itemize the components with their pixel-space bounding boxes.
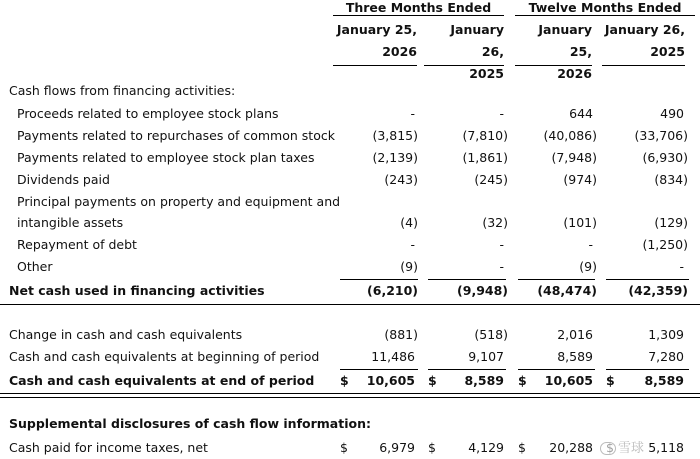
section-label: Cash flows from financing activities: xyxy=(9,83,236,98)
cell-value: (9,948) xyxy=(457,283,508,298)
col-header-year: 2025 xyxy=(469,66,504,81)
dollar-sign: $ xyxy=(428,440,436,455)
cell-value: - xyxy=(588,237,593,252)
section-header-supplemental xyxy=(0,413,700,435)
twelve-months-header: Twelve Months Ended xyxy=(515,0,695,16)
dollar-sign: $ xyxy=(606,373,615,388)
cell-value: (101) xyxy=(563,215,597,230)
cell-value: 10,605 xyxy=(366,373,415,388)
row-label: intangible assets xyxy=(17,215,124,230)
section-rule xyxy=(0,304,700,305)
table-row xyxy=(0,346,700,368)
cell-value: (2,139) xyxy=(372,150,418,165)
cell-value: (40,086) xyxy=(543,128,597,143)
table-row xyxy=(0,437,700,459)
table-row xyxy=(0,234,700,256)
section-header-financing xyxy=(0,80,700,102)
watermark xyxy=(600,437,644,456)
cell-value: (4) xyxy=(400,215,418,230)
cell-value: 20,288 xyxy=(549,440,593,455)
cell-value: (7,948) xyxy=(551,150,597,165)
col-header-year: 2025 xyxy=(650,44,685,59)
row-label: Payments related to employee stock plan taxes xyxy=(17,150,315,165)
cell-value: (33,706) xyxy=(634,128,688,143)
row-label: Change in cash and cash equivalents xyxy=(9,327,243,342)
col-header-y-2026 xyxy=(515,19,592,81)
cell-value: (974) xyxy=(563,172,597,187)
dollar-sign: $ xyxy=(518,440,526,455)
total-double-rule xyxy=(0,393,700,398)
dollar-sign: $ xyxy=(428,373,437,388)
cell-value: 2,016 xyxy=(557,327,593,342)
row-label: Principal payments on property and equipment and xyxy=(17,194,341,209)
cell-value: (9) xyxy=(400,259,418,274)
snowball-logo-icon xyxy=(600,442,616,455)
cell-value: (243) xyxy=(384,172,418,187)
cell-value: - xyxy=(679,259,684,274)
cell-value: 6,979 xyxy=(379,440,415,455)
col-header-year: 2026 xyxy=(382,44,417,59)
three-months-header: Three Months Ended xyxy=(333,0,504,16)
col-header-date: January 25, xyxy=(538,22,592,59)
cell-value: (881) xyxy=(384,327,418,342)
table-row xyxy=(0,147,700,169)
cell-value: 4,129 xyxy=(468,440,504,455)
cell-value: 9,107 xyxy=(468,349,504,364)
cell-value: (9) xyxy=(579,259,597,274)
cell-value: 8,589 xyxy=(557,349,593,364)
cell-value: - xyxy=(410,106,415,121)
cell-value: (245) xyxy=(474,172,508,187)
table-row xyxy=(0,191,700,213)
row-label: Payments related to repurchases of common stock xyxy=(17,128,335,143)
cell-value: 1,309 xyxy=(648,327,684,342)
table-row xyxy=(0,103,700,125)
cell-value: (518) xyxy=(474,327,508,342)
col-header-q-2026 xyxy=(333,19,417,66)
cell-value: (1,861) xyxy=(462,150,508,165)
col-header-date: January 26, xyxy=(604,22,685,37)
cell-value: (3,815) xyxy=(372,128,418,143)
cell-value: 7,280 xyxy=(648,349,684,364)
row-label: Proceeds related to employee stock plans xyxy=(17,106,279,121)
row-label: Net cash used in financing activities xyxy=(9,283,265,298)
row-label: Other xyxy=(17,259,53,274)
cell-value: 490 xyxy=(660,106,684,121)
table-row xyxy=(0,256,700,278)
dollar-sign: $ xyxy=(340,440,348,455)
cell-value: 8,589 xyxy=(464,373,504,388)
cell-value: (129) xyxy=(654,215,688,230)
row-label: Dividends paid xyxy=(17,172,110,187)
cell-value: (42,359) xyxy=(628,283,688,298)
table-row xyxy=(0,324,700,346)
table-row-total xyxy=(0,280,700,302)
row-label: Cash and cash equivalents at end of period xyxy=(9,373,315,388)
cell-value: (6,930) xyxy=(642,150,688,165)
row-label: Cash and cash equivalents at beginning of period xyxy=(9,349,320,364)
table-row xyxy=(0,212,700,234)
table-row xyxy=(0,169,700,191)
cell-value: (32) xyxy=(482,215,508,230)
col-header-date: January 25, xyxy=(336,22,417,37)
col-header-q-2025 xyxy=(424,19,504,81)
cell-value: (7,810) xyxy=(462,128,508,143)
col-header-y-2025 xyxy=(602,19,685,66)
table-row xyxy=(0,125,700,147)
cell-value: - xyxy=(499,106,504,121)
cell-value: - xyxy=(499,237,504,252)
row-label: Repayment of debt xyxy=(17,237,137,252)
col-header-date: January 26, xyxy=(450,22,504,59)
watermark-text: 雪球 xyxy=(618,441,645,456)
cell-value: (1,250) xyxy=(642,237,688,252)
section-label: Supplemental disclosures of cash flow information: xyxy=(9,416,371,431)
dollar-sign: $ xyxy=(340,373,349,388)
cell-value: 8,589 xyxy=(644,373,684,388)
col-header-year: 2026 xyxy=(557,66,592,81)
dollar-sign: $ xyxy=(518,373,527,388)
cell-value: (48,474) xyxy=(537,283,597,298)
cell-value: 11,486 xyxy=(371,349,415,364)
cell-value: 644 xyxy=(569,106,593,121)
table-row-total xyxy=(0,370,700,392)
cell-value: - xyxy=(410,237,415,252)
cell-value: 5,118 xyxy=(648,440,684,455)
cell-value: 10,605 xyxy=(544,373,593,388)
cell-value: (6,210) xyxy=(367,283,418,298)
cell-value: - xyxy=(499,259,504,274)
cell-value: (834) xyxy=(654,172,688,187)
row-label: Cash paid for income taxes, net xyxy=(9,440,208,455)
